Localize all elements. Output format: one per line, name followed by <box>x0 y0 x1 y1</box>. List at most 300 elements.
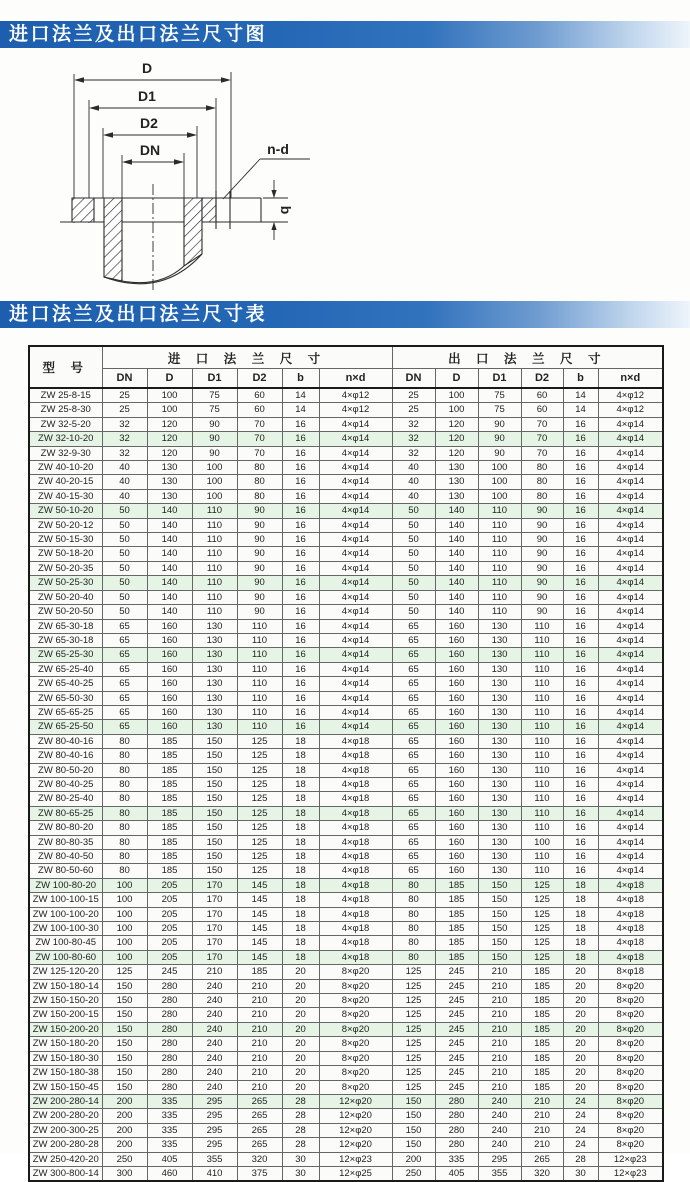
inlet-dn-cell: 125 <box>102 965 147 979</box>
outlet-d1-cell: 210 <box>478 1008 521 1022</box>
outlet-nxd-cell: 4×φ14 <box>598 850 663 864</box>
model-cell: ZW 50-20-40 <box>29 590 102 604</box>
inlet-d1-cell: 170 <box>192 936 237 950</box>
inlet-d2-cell: 145 <box>237 950 282 964</box>
outlet-b-cell: 16 <box>563 850 598 864</box>
inlet-d-cell: 245 <box>147 965 192 979</box>
outlet-d-cell: 245 <box>435 994 478 1008</box>
outlet-nxd-cell: 4×φ14 <box>598 533 663 547</box>
model-cell: ZW 65-25-40 <box>29 662 102 676</box>
outlet-nxd-cell: 4×φ14 <box>598 705 663 719</box>
outlet-dn-cell: 65 <box>392 734 435 748</box>
inlet-dn-cell: 32 <box>102 417 147 431</box>
inlet-dn-cell: 65 <box>102 648 147 662</box>
outlet-b-cell: 20 <box>563 994 598 1008</box>
model-cell: ZW 40-20-15 <box>29 475 102 489</box>
inlet-dn-cell: 65 <box>102 619 147 633</box>
outlet-nxd-cell: 4×φ14 <box>598 806 663 820</box>
outlet-d1-cell: 240 <box>478 1138 521 1152</box>
inlet-dn-cell: 50 <box>102 576 147 590</box>
inlet-d1-cell: 110 <box>192 547 237 561</box>
inlet-d-cell: 205 <box>147 950 192 964</box>
outlet-d1-cell: 100 <box>478 489 521 503</box>
inlet-nxd-cell: 4×φ18 <box>319 850 392 864</box>
inlet-d1-cell: 240 <box>192 1051 237 1065</box>
inlet-d1-cell: 150 <box>192 792 237 806</box>
outlet-nxd-cell: 4×φ14 <box>598 619 663 633</box>
inlet-b-cell: 16 <box>282 662 319 676</box>
model-cell: ZW 80-40-16 <box>29 734 102 748</box>
outlet-b-cell: 14 <box>563 388 598 403</box>
outlet-dn-cell: 125 <box>392 1066 435 1080</box>
inlet-b-cell: 20 <box>282 965 319 979</box>
inlet-d-cell: 160 <box>147 677 192 691</box>
model-cell: ZW 250-420-20 <box>29 1152 102 1166</box>
inlet-d2-cell: 210 <box>237 1008 282 1022</box>
arrow-dn-left <box>122 159 132 165</box>
outlet-d-cell: 280 <box>435 1138 478 1152</box>
outlet-b-cell: 16 <box>563 504 598 518</box>
outlet-dn-cell: 50 <box>392 590 435 604</box>
arrow-d-left <box>74 77 84 83</box>
outlet-d-cell: 245 <box>435 1022 478 1036</box>
outlet-dn-cell: 150 <box>392 1109 435 1123</box>
outlet-d2-cell: 110 <box>521 619 563 633</box>
outlet-dn-cell: 80 <box>392 907 435 921</box>
outlet-d1-cell: 130 <box>478 763 521 777</box>
outlet-d-cell: 185 <box>435 936 478 950</box>
inlet-d-cell: 140 <box>147 590 192 604</box>
inlet-b-cell: 16 <box>282 677 319 691</box>
inlet-d1-cell: 110 <box>192 590 237 604</box>
inlet-d1-cell: 110 <box>192 605 237 619</box>
inlet-d2-cell: 110 <box>237 662 282 676</box>
model-cell: ZW 200-280-14 <box>29 1094 102 1108</box>
inlet-d1-cell: 240 <box>192 979 237 993</box>
outlet-dn-cell: 65 <box>392 720 435 734</box>
table-row <box>29 619 663 633</box>
table-row <box>29 806 663 820</box>
model-cell: ZW 100-100-20 <box>29 907 102 921</box>
outlet-d-cell: 130 <box>435 461 478 475</box>
inlet-nxd-cell: 4×φ18 <box>319 922 392 936</box>
outlet-dn-cell: 25 <box>392 403 435 417</box>
outlet-dn-cell: 65 <box>392 821 435 835</box>
model-cell: ZW 100-80-60 <box>29 950 102 964</box>
model-cell: ZW 80-40-25 <box>29 777 102 791</box>
inlet-nxd-cell: 4×φ14 <box>319 633 392 647</box>
table-row <box>29 950 663 964</box>
inlet-nxd-cell: 8×φ20 <box>319 965 392 979</box>
outlet-d-cell: 160 <box>435 835 478 849</box>
outlet-d-cell: 245 <box>435 1066 478 1080</box>
outlet-d1-cell: 110 <box>478 561 521 575</box>
outlet-nxd-cell: 8×φ20 <box>598 1080 663 1094</box>
model-cell: ZW 65-25-50 <box>29 720 102 734</box>
model-cell: ZW 80-40-16 <box>29 749 102 763</box>
table-row <box>29 1008 663 1022</box>
outlet-d-cell: 160 <box>435 864 478 878</box>
outlet-d2-cell: 70 <box>521 432 563 446</box>
inlet-b-cell: 18 <box>282 936 319 950</box>
col-header-inlet-dn: DN <box>102 369 147 389</box>
outlet-d-cell: 160 <box>435 648 478 662</box>
outlet-dn-cell: 80 <box>392 936 435 950</box>
dim-label-d: D <box>141 60 153 76</box>
inlet-dn-cell: 150 <box>102 994 147 1008</box>
inlet-d-cell: 185 <box>147 777 192 791</box>
inlet-d2-cell: 110 <box>237 677 282 691</box>
b-arrow-down <box>271 190 276 198</box>
outlet-dn-cell: 65 <box>392 850 435 864</box>
outlet-d-cell: 245 <box>435 1080 478 1094</box>
outlet-d-cell: 160 <box>435 705 478 719</box>
outlet-dn-cell: 250 <box>392 1166 435 1181</box>
inlet-b-cell: 20 <box>282 1037 319 1051</box>
inlet-dn-cell: 100 <box>102 893 147 907</box>
plate-left-section <box>72 198 94 222</box>
inlet-d2-cell: 90 <box>237 605 282 619</box>
inlet-nxd-cell: 4×φ18 <box>319 893 392 907</box>
outlet-d2-cell: 125 <box>521 936 563 950</box>
inlet-b-cell: 20 <box>282 1080 319 1094</box>
inlet-b-cell: 16 <box>282 619 319 633</box>
inlet-d1-cell: 110 <box>192 533 237 547</box>
inlet-nxd-cell: 8×φ20 <box>319 1066 392 1080</box>
outlet-dn-cell: 40 <box>392 489 435 503</box>
inlet-d2-cell: 110 <box>237 691 282 705</box>
inlet-d2-cell: 70 <box>237 417 282 431</box>
inlet-dn-cell: 80 <box>102 850 147 864</box>
outlet-dn-cell: 80 <box>392 878 435 892</box>
table-row <box>29 662 663 676</box>
outlet-dn-cell: 80 <box>392 893 435 907</box>
inlet-b-cell: 16 <box>282 533 319 547</box>
inlet-nxd-cell: 4×φ18 <box>319 907 392 921</box>
model-cell: ZW 100-100-30 <box>29 922 102 936</box>
outlet-d2-cell: 110 <box>521 806 563 820</box>
outlet-nxd-cell: 12×φ23 <box>598 1152 663 1166</box>
outlet-nxd-cell: 4×φ14 <box>598 446 663 460</box>
inlet-d2-cell: 110 <box>237 648 282 662</box>
outlet-d-cell: 245 <box>435 979 478 993</box>
outlet-b-cell: 24 <box>563 1094 598 1108</box>
section-title-table <box>0 301 690 328</box>
inlet-d1-cell: 150 <box>192 821 237 835</box>
table-row <box>29 605 663 619</box>
model-cell: ZW 200-300-25 <box>29 1123 102 1137</box>
outlet-nxd-cell: 8×φ20 <box>598 1123 663 1137</box>
inlet-nxd-cell: 4×φ14 <box>319 590 392 604</box>
outlet-d1-cell: 130 <box>478 633 521 647</box>
inlet-b-cell: 20 <box>282 1022 319 1036</box>
inlet-d-cell: 280 <box>147 1066 192 1080</box>
outlet-b-cell: 28 <box>563 1152 598 1166</box>
outlet-nxd-cell: 8×φ20 <box>598 1094 663 1108</box>
outlet-b-cell: 16 <box>563 648 598 662</box>
inlet-d1-cell: 295 <box>192 1109 237 1123</box>
inlet-d-cell: 280 <box>147 1008 192 1022</box>
section-title-diagram <box>0 21 690 48</box>
outlet-b-cell: 16 <box>563 835 598 849</box>
inlet-d-cell: 160 <box>147 662 192 676</box>
outlet-b-cell: 16 <box>563 677 598 691</box>
outlet-d-cell: 100 <box>435 403 478 417</box>
inlet-d-cell: 130 <box>147 475 192 489</box>
outlet-dn-cell: 150 <box>392 1094 435 1108</box>
outlet-d-cell: 160 <box>435 619 478 633</box>
model-cell: ZW 80-65-25 <box>29 806 102 820</box>
inlet-dn-cell: 65 <box>102 633 147 647</box>
inlet-dn-cell: 65 <box>102 720 147 734</box>
inlet-dn-cell: 50 <box>102 590 147 604</box>
outlet-d2-cell: 90 <box>521 561 563 575</box>
inlet-d2-cell: 125 <box>237 864 282 878</box>
outlet-dn-cell: 50 <box>392 547 435 561</box>
outlet-d1-cell: 90 <box>478 446 521 460</box>
outlet-dn-cell: 200 <box>392 1152 435 1166</box>
outlet-dn-cell: 32 <box>392 432 435 446</box>
outlet-b-cell: 20 <box>563 1080 598 1094</box>
inlet-dn-cell: 200 <box>102 1109 147 1123</box>
outlet-d2-cell: 185 <box>521 1051 563 1065</box>
col-header-model: 型 号 <box>29 346 102 388</box>
inlet-b-cell: 30 <box>282 1166 319 1181</box>
inlet-nxd-cell: 4×φ14 <box>319 518 392 532</box>
outlet-nxd-cell: 4×φ12 <box>598 388 663 403</box>
outlet-dn-cell: 32 <box>392 417 435 431</box>
inlet-b-cell: 30 <box>282 1152 319 1166</box>
inlet-d-cell: 160 <box>147 691 192 705</box>
outlet-d-cell: 160 <box>435 633 478 647</box>
inlet-nxd-cell: 4×φ18 <box>319 777 392 791</box>
outlet-d1-cell: 110 <box>478 605 521 619</box>
inlet-dn-cell: 65 <box>102 662 147 676</box>
outlet-b-cell: 16 <box>563 749 598 763</box>
outlet-nxd-cell: 4×φ14 <box>598 777 663 791</box>
col-header-inlet-d1: D1 <box>192 369 237 389</box>
inlet-d1-cell: 150 <box>192 850 237 864</box>
table-row <box>29 734 663 748</box>
outlet-d1-cell: 150 <box>478 878 521 892</box>
table-row <box>29 922 663 936</box>
model-cell: ZW 65-25-30 <box>29 648 102 662</box>
outlet-d1-cell: 130 <box>478 677 521 691</box>
inlet-d2-cell: 125 <box>237 777 282 791</box>
inlet-nxd-cell: 12×φ23 <box>319 1152 392 1166</box>
inlet-dn-cell: 25 <box>102 388 147 403</box>
inlet-dn-cell: 50 <box>102 605 147 619</box>
table-row <box>29 1094 663 1108</box>
inlet-d2-cell: 210 <box>237 1066 282 1080</box>
table-row <box>29 1037 663 1051</box>
inlet-d-cell: 280 <box>147 1022 192 1036</box>
outlet-dn-cell: 125 <box>392 1037 435 1051</box>
outlet-b-cell: 16 <box>563 489 598 503</box>
outlet-d2-cell: 90 <box>521 533 563 547</box>
outlet-d-cell: 160 <box>435 792 478 806</box>
model-cell: ZW 40-10-20 <box>29 461 102 475</box>
outlet-b-cell: 20 <box>563 979 598 993</box>
inlet-d-cell: 140 <box>147 561 192 575</box>
outlet-b-cell: 18 <box>563 878 598 892</box>
inlet-d-cell: 280 <box>147 994 192 1008</box>
outlet-d-cell: 245 <box>435 965 478 979</box>
outlet-b-cell: 16 <box>563 705 598 719</box>
model-cell: ZW 32-5-20 <box>29 417 102 431</box>
outlet-d-cell: 120 <box>435 432 478 446</box>
outlet-b-cell: 16 <box>563 576 598 590</box>
outlet-d1-cell: 110 <box>478 576 521 590</box>
outlet-nxd-cell: 4×φ14 <box>598 461 663 475</box>
hub-right-wall <box>184 198 202 266</box>
col-header-outlet-d: D <box>435 369 478 389</box>
outlet-d1-cell: 210 <box>478 1037 521 1051</box>
outlet-b-cell: 16 <box>563 605 598 619</box>
outlet-nxd-cell: 8×φ20 <box>598 1008 663 1022</box>
outlet-d-cell: 140 <box>435 605 478 619</box>
inlet-d-cell: 140 <box>147 533 192 547</box>
inlet-b-cell: 16 <box>282 590 319 604</box>
table-row <box>29 979 663 993</box>
outlet-dn-cell: 65 <box>392 792 435 806</box>
outlet-b-cell: 24 <box>563 1109 598 1123</box>
inlet-dn-cell: 50 <box>102 504 147 518</box>
outlet-b-cell: 16 <box>563 432 598 446</box>
inlet-b-cell: 16 <box>282 547 319 561</box>
inlet-d2-cell: 70 <box>237 446 282 460</box>
outlet-b-cell: 16 <box>563 763 598 777</box>
table-row <box>29 1051 663 1065</box>
table-row <box>29 1166 663 1181</box>
inlet-d1-cell: 170 <box>192 893 237 907</box>
inlet-d1-cell: 150 <box>192 763 237 777</box>
model-cell: ZW 65-40-25 <box>29 677 102 691</box>
inlet-d-cell: 120 <box>147 417 192 431</box>
arrow-dn-right <box>174 159 184 165</box>
outlet-d2-cell: 185 <box>521 979 563 993</box>
inlet-b-cell: 18 <box>282 950 319 964</box>
inlet-b-cell: 18 <box>282 792 319 806</box>
outlet-d-cell: 160 <box>435 777 478 791</box>
table-row <box>29 720 663 734</box>
dim-label-nd: n-d <box>267 141 289 157</box>
outlet-b-cell: 16 <box>563 533 598 547</box>
inlet-nxd-cell: 4×φ18 <box>319 936 392 950</box>
inlet-d2-cell: 210 <box>237 979 282 993</box>
inlet-d1-cell: 75 <box>192 388 237 403</box>
inlet-b-cell: 16 <box>282 576 319 590</box>
col-header-outlet-b: b <box>563 369 598 389</box>
table-row <box>29 705 663 719</box>
outlet-d1-cell: 240 <box>478 1109 521 1123</box>
outlet-d1-cell: 130 <box>478 821 521 835</box>
inlet-d-cell: 140 <box>147 576 192 590</box>
outlet-b-cell: 16 <box>563 619 598 633</box>
inlet-d2-cell: 60 <box>237 403 282 417</box>
outlet-d1-cell: 210 <box>478 1022 521 1036</box>
inlet-d2-cell: 265 <box>237 1094 282 1108</box>
outlet-d2-cell: 110 <box>521 633 563 647</box>
outlet-d-cell: 140 <box>435 561 478 575</box>
inlet-d-cell: 205 <box>147 936 192 950</box>
outlet-d2-cell: 185 <box>521 1066 563 1080</box>
inlet-d2-cell: 90 <box>237 518 282 532</box>
outlet-d1-cell: 210 <box>478 1080 521 1094</box>
table-row <box>29 749 663 763</box>
col-header-outlet-d2: D2 <box>521 369 563 389</box>
outlet-b-cell: 20 <box>563 965 598 979</box>
outlet-b-cell: 16 <box>563 662 598 676</box>
outlet-d2-cell: 70 <box>521 446 563 460</box>
inlet-d2-cell: 210 <box>237 1051 282 1065</box>
outlet-d2-cell: 60 <box>521 403 563 417</box>
outlet-d2-cell: 90 <box>521 504 563 518</box>
inlet-d1-cell: 170 <box>192 907 237 921</box>
model-cell: ZW 150-200-15 <box>29 1008 102 1022</box>
outlet-d-cell: 405 <box>435 1166 478 1181</box>
inlet-d1-cell: 295 <box>192 1123 237 1137</box>
arrow-d2-right <box>187 132 197 138</box>
outlet-nxd-cell: 4×φ18 <box>598 893 663 907</box>
inlet-nxd-cell: 4×φ18 <box>319 749 392 763</box>
outlet-d1-cell: 130 <box>478 691 521 705</box>
outlet-b-cell: 16 <box>563 417 598 431</box>
inlet-dn-cell: 40 <box>102 475 147 489</box>
outlet-nxd-cell: 4×φ14 <box>598 792 663 806</box>
table-row <box>29 965 663 979</box>
outlet-nxd-cell: 4×φ18 <box>598 936 663 950</box>
outlet-d2-cell: 110 <box>521 677 563 691</box>
outlet-d1-cell: 210 <box>478 1066 521 1080</box>
outlet-d2-cell: 60 <box>521 388 563 403</box>
inlet-d-cell: 280 <box>147 1037 192 1051</box>
inlet-d1-cell: 170 <box>192 878 237 892</box>
outlet-d-cell: 280 <box>435 1094 478 1108</box>
inlet-d-cell: 100 <box>147 388 192 403</box>
inlet-d-cell: 185 <box>147 850 192 864</box>
inlet-d-cell: 100 <box>147 403 192 417</box>
table-row <box>29 518 663 532</box>
model-cell: ZW 80-40-50 <box>29 850 102 864</box>
model-cell: ZW 65-30-18 <box>29 619 102 633</box>
inlet-nxd-cell: 4×φ12 <box>319 403 392 417</box>
inlet-dn-cell: 150 <box>102 1051 147 1065</box>
outlet-dn-cell: 50 <box>392 533 435 547</box>
outlet-d-cell: 160 <box>435 677 478 691</box>
inlet-b-cell: 16 <box>282 432 319 446</box>
inlet-d-cell: 205 <box>147 893 192 907</box>
model-cell: ZW 65-30-18 <box>29 633 102 647</box>
table-row <box>29 403 663 417</box>
inlet-d2-cell: 145 <box>237 878 282 892</box>
inlet-d2-cell: 145 <box>237 907 282 921</box>
hub-left-wall <box>104 198 122 281</box>
outlet-dn-cell: 125 <box>392 965 435 979</box>
outlet-nxd-cell: 4×φ12 <box>598 403 663 417</box>
outlet-d1-cell: 100 <box>478 475 521 489</box>
inlet-b-cell: 28 <box>282 1138 319 1152</box>
outlet-b-cell: 16 <box>563 475 598 489</box>
inlet-b-cell: 16 <box>282 720 319 734</box>
section-title-diagram-text: 进口法兰及出口法兰尺寸图 <box>9 24 268 45</box>
outlet-d-cell: 140 <box>435 504 478 518</box>
col-header-outlet-d1: D1 <box>478 369 521 389</box>
outlet-dn-cell: 125 <box>392 1022 435 1036</box>
inlet-b-cell: 16 <box>282 633 319 647</box>
inlet-d-cell: 130 <box>147 461 192 475</box>
flange-table-body <box>29 388 663 1181</box>
